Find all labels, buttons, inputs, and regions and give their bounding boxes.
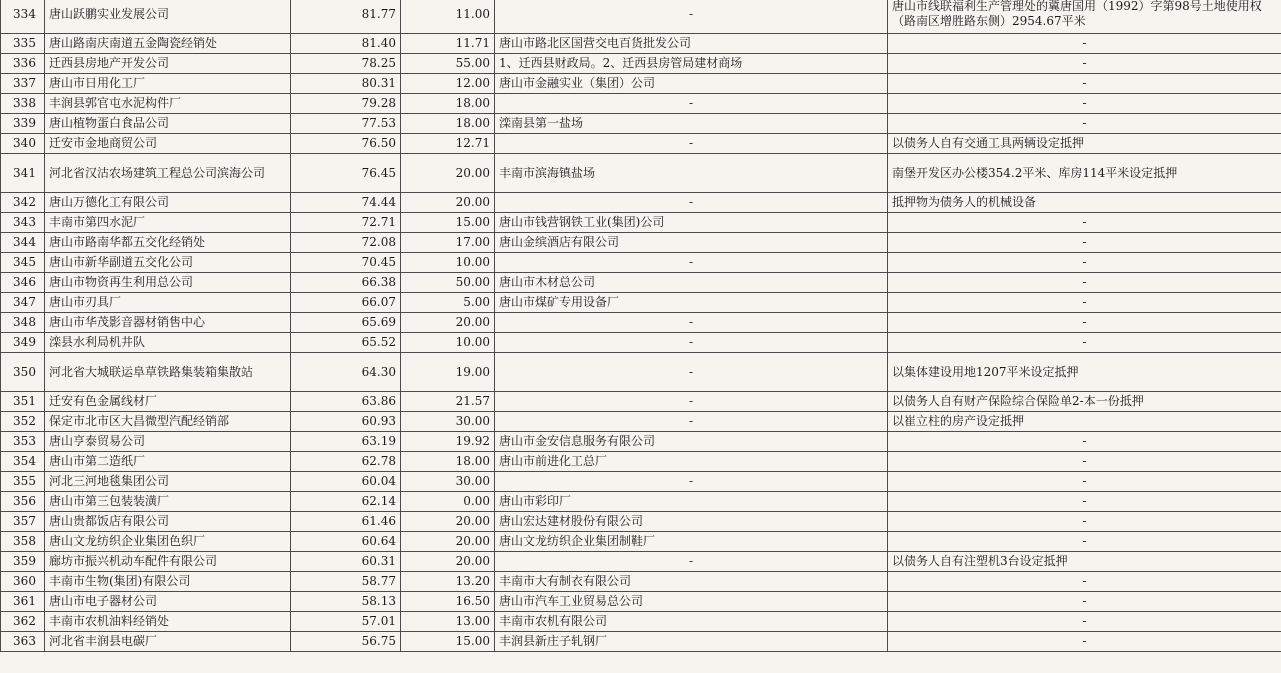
guarantor-cell: 丰南市大有制衣有限公司 (495, 572, 888, 592)
table-row (1, 592, 1281, 612)
row-number-cell: 350 (1, 353, 45, 392)
debtor-name-cell: 唐山文龙纺织企业集团色织厂 (45, 532, 291, 552)
principal-cell: 58.13 (291, 592, 401, 612)
interest-cell: 15.00 (401, 632, 495, 652)
row-number-cell: 348 (1, 313, 45, 333)
collateral-cell: 以崔立柱的房产设定抵押 (888, 412, 1281, 432)
guarantor-cell: 唐山市煤矿专用设备厂 (495, 293, 888, 313)
debtor-name-cell: 唐山亨泰贸易公司 (45, 432, 291, 452)
debtor-name-cell: 迁安市金地商贸公司 (45, 134, 291, 154)
collateral-cell: - (888, 213, 1281, 233)
guarantor-cell: 唐山市钱营钢铁工业(集团)公司 (495, 213, 888, 233)
principal-cell: 76.50 (291, 134, 401, 154)
debtor-name-cell: 丰南市第四水泥厂 (45, 213, 291, 233)
table-row (1, 253, 1281, 273)
interest-cell: 20.00 (401, 512, 495, 532)
row-number-cell: 342 (1, 193, 45, 213)
principal-cell: 65.52 (291, 333, 401, 353)
principal-cell: 56.75 (291, 632, 401, 652)
principal-cell: 60.04 (291, 472, 401, 492)
row-number-cell: 356 (1, 492, 45, 512)
principal-cell: 66.07 (291, 293, 401, 313)
guarantor-cell: 丰润县新庄子轧钢厂 (495, 632, 888, 652)
principal-cell: 60.64 (291, 532, 401, 552)
collateral-cell: - (888, 313, 1281, 333)
guarantor-cell: 唐山市前进化工总厂 (495, 452, 888, 472)
table-row (1, 273, 1281, 293)
collateral-cell: - (888, 632, 1281, 652)
collateral-cell: - (888, 612, 1281, 632)
debtor-name-cell: 丰润县郭官屯水泥构件厂 (45, 94, 291, 114)
interest-cell: 19.92 (401, 432, 495, 452)
collateral-cell: - (888, 74, 1281, 94)
guarantor-cell: 唐山文龙纺织企业集团制鞋厂 (495, 532, 888, 552)
debt-table-body (1, 0, 1281, 652)
table-row (1, 392, 1281, 412)
interest-cell: 19.00 (401, 353, 495, 392)
row-number-cell: 351 (1, 392, 45, 412)
guarantor-cell: - (495, 0, 888, 34)
interest-cell: 20.00 (401, 552, 495, 572)
row-number-cell: 354 (1, 452, 45, 472)
interest-cell: 0.00 (401, 492, 495, 512)
collateral-cell: - (888, 54, 1281, 74)
collateral-cell: - (888, 472, 1281, 492)
row-number-cell: 352 (1, 412, 45, 432)
debtor-name-cell: 唐山市电子器材公司 (45, 592, 291, 612)
principal-cell: 74.44 (291, 193, 401, 213)
principal-cell: 63.19 (291, 432, 401, 452)
table-row (1, 572, 1281, 592)
interest-cell: 13.20 (401, 572, 495, 592)
debtor-name-cell: 唐山市物资再生利用总公司 (45, 273, 291, 293)
collateral-cell: - (888, 432, 1281, 452)
principal-cell: 62.14 (291, 492, 401, 512)
principal-cell: 77.53 (291, 114, 401, 134)
guarantor-cell: - (495, 333, 888, 353)
principal-cell: 80.31 (291, 74, 401, 94)
debtor-name-cell: 唐山市第二造纸厂 (45, 452, 291, 472)
collateral-cell: - (888, 492, 1281, 512)
row-number-cell: 349 (1, 333, 45, 353)
principal-cell: 72.08 (291, 233, 401, 253)
principal-cell: 62.78 (291, 452, 401, 472)
interest-cell: 18.00 (401, 452, 495, 472)
collateral-cell: - (888, 592, 1281, 612)
row-number-cell: 343 (1, 213, 45, 233)
principal-cell: 61.46 (291, 512, 401, 532)
guarantor-cell: 唐山市金融实业（集团）公司 (495, 74, 888, 94)
guarantor-cell: 唐山市金安信息服务有限公司 (495, 432, 888, 452)
table-row (1, 452, 1281, 472)
interest-cell: 18.00 (401, 114, 495, 134)
collateral-cell: - (888, 532, 1281, 552)
table-row (1, 492, 1281, 512)
principal-cell: 60.93 (291, 412, 401, 432)
table-row (1, 94, 1281, 114)
row-number-cell: 344 (1, 233, 45, 253)
principal-cell: 65.69 (291, 313, 401, 333)
guarantor-cell: 唐山宏达建材股份有限公司 (495, 512, 888, 532)
debtor-name-cell: 丰南市生物(集团)有限公司 (45, 572, 291, 592)
debtor-name-cell: 保定市北市区大昌微型汽配经销部 (45, 412, 291, 432)
collateral-cell: - (888, 452, 1281, 472)
row-number-cell: 334 (1, 0, 45, 34)
table-row (1, 552, 1281, 572)
row-number-cell: 340 (1, 134, 45, 154)
principal-cell: 81.77 (291, 0, 401, 34)
principal-cell: 81.40 (291, 34, 401, 54)
principal-cell: 72.71 (291, 213, 401, 233)
interest-cell: 5.00 (401, 293, 495, 313)
guarantor-cell: 唐山市彩印厂 (495, 492, 888, 512)
debtor-name-cell: 迁安有色金属线材厂 (45, 392, 291, 412)
debtor-name-cell: 河北省大城联运阜草铁路集装箱集散站 (45, 353, 291, 392)
debtor-name-cell: 河北省丰润县电碳厂 (45, 632, 291, 652)
collateral-cell: 以债务人自有注塑机3台设定抵押 (888, 552, 1281, 572)
guarantor-cell: - (495, 472, 888, 492)
row-number-cell: 360 (1, 572, 45, 592)
interest-cell: 11.71 (401, 34, 495, 54)
debtor-name-cell: 丰南市农机油料经销处 (45, 612, 291, 632)
table-row (1, 0, 1281, 34)
principal-cell: 76.45 (291, 154, 401, 193)
debtor-name-cell: 滦县水利局机井队 (45, 333, 291, 353)
table-row (1, 432, 1281, 452)
interest-cell: 15.00 (401, 213, 495, 233)
collateral-cell: - (888, 273, 1281, 293)
interest-cell: 10.00 (401, 253, 495, 273)
interest-cell: 10.00 (401, 333, 495, 353)
table-row (1, 74, 1281, 94)
row-number-cell: 361 (1, 592, 45, 612)
debtor-name-cell: 唐山植物蛋白食品公司 (45, 114, 291, 134)
table-row (1, 333, 1281, 353)
principal-cell: 60.31 (291, 552, 401, 572)
row-number-cell: 338 (1, 94, 45, 114)
collateral-cell: 抵押物为债务人的机械设备 (888, 193, 1281, 213)
row-number-cell: 357 (1, 512, 45, 532)
principal-cell: 66.38 (291, 273, 401, 293)
collateral-cell: - (888, 233, 1281, 253)
debtor-name-cell: 唐山市第三包装装潢厂 (45, 492, 291, 512)
interest-cell: 20.00 (401, 313, 495, 333)
guarantor-cell: - (495, 392, 888, 412)
guarantor-cell: - (495, 412, 888, 432)
collateral-cell: - (888, 572, 1281, 592)
interest-cell: 50.00 (401, 273, 495, 293)
row-number-cell: 335 (1, 34, 45, 54)
table-row (1, 313, 1281, 333)
collateral-cell: 南堡开发区办公楼354.2平米、库房114平米设定抵押 (888, 154, 1281, 193)
table-row (1, 412, 1281, 432)
table-row (1, 233, 1281, 253)
table-row (1, 632, 1281, 652)
row-number-cell: 346 (1, 273, 45, 293)
principal-cell: 58.77 (291, 572, 401, 592)
collateral-cell: - (888, 94, 1281, 114)
interest-cell: 20.00 (401, 154, 495, 193)
debtor-name-cell: 唐山市新华副道五交化公司 (45, 253, 291, 273)
interest-cell: 18.00 (401, 94, 495, 114)
row-number-cell: 362 (1, 612, 45, 632)
table-row (1, 34, 1281, 54)
interest-cell: 20.00 (401, 532, 495, 552)
debtor-name-cell: 廊坊市振兴机动车配件有限公司 (45, 552, 291, 572)
interest-cell: 12.00 (401, 74, 495, 94)
table-row (1, 154, 1281, 193)
guarantor-cell: - (495, 94, 888, 114)
collateral-cell: - (888, 333, 1281, 353)
guarantor-cell: - (495, 353, 888, 392)
row-number-cell: 347 (1, 293, 45, 313)
debtor-name-cell: 河北省汉沽农场建筑工程总公司滨海公司 (45, 154, 291, 193)
guarantor-cell: 1、迁西县财政局。2、迁西县房管局建材商场 (495, 54, 888, 74)
guarantor-cell: 丰南市滨海镇盐场 (495, 154, 888, 193)
row-number-cell: 355 (1, 472, 45, 492)
guarantor-cell: - (495, 253, 888, 273)
interest-cell: 12.71 (401, 134, 495, 154)
guarantor-cell: - (495, 134, 888, 154)
row-number-cell: 345 (1, 253, 45, 273)
principal-cell: 70.45 (291, 253, 401, 273)
row-number-cell: 337 (1, 74, 45, 94)
collateral-cell: - (888, 34, 1281, 54)
debtor-name-cell: 迁西县房地产开发公司 (45, 54, 291, 74)
principal-cell: 79.28 (291, 94, 401, 114)
guarantor-cell: 唐山市路北区国营交电百货批发公司 (495, 34, 888, 54)
principal-cell: 78.25 (291, 54, 401, 74)
interest-cell: 13.00 (401, 612, 495, 632)
interest-cell: 55.00 (401, 54, 495, 74)
table-row (1, 293, 1281, 313)
principal-cell: 63.86 (291, 392, 401, 412)
table-row (1, 532, 1281, 552)
interest-cell: 16.50 (401, 592, 495, 612)
debtor-name-cell: 唐山市华茂影音器材销售中心 (45, 313, 291, 333)
collateral-cell: - (888, 114, 1281, 134)
interest-cell: 30.00 (401, 412, 495, 432)
collateral-cell: - (888, 293, 1281, 313)
interest-cell: 17.00 (401, 233, 495, 253)
guarantor-cell: 唐山市汽车工业贸易总公司 (495, 592, 888, 612)
interest-cell: 21.57 (401, 392, 495, 412)
guarantor-cell: 滦南县第一盐场 (495, 114, 888, 134)
collateral-cell: - (888, 253, 1281, 273)
guarantor-cell: - (495, 193, 888, 213)
table-row (1, 213, 1281, 233)
debtor-name-cell: 唐山贵都饭店有限公司 (45, 512, 291, 532)
interest-cell: 30.00 (401, 472, 495, 492)
debtor-name-cell: 唐山市日用化工厂 (45, 74, 291, 94)
row-number-cell: 339 (1, 114, 45, 134)
debtor-name-cell: 唐山市路南华都五交化经销处 (45, 233, 291, 253)
row-number-cell: 363 (1, 632, 45, 652)
guarantor-cell: - (495, 552, 888, 572)
principal-cell: 64.30 (291, 353, 401, 392)
row-number-cell: 336 (1, 54, 45, 74)
collateral-cell: - (888, 512, 1281, 532)
row-number-cell: 353 (1, 432, 45, 452)
table-row (1, 54, 1281, 74)
collateral-cell: 以集体建设用地1207平米设定抵押 (888, 353, 1281, 392)
collateral-cell: 以债务人自有交通工具两辆设定抵押 (888, 134, 1281, 154)
principal-cell: 57.01 (291, 612, 401, 632)
table-row (1, 114, 1281, 134)
debtor-name-cell: 唐山万德化工有限公司 (45, 193, 291, 213)
collateral-cell: 以债务人自有财产保险综合保险单2-本一份抵押 (888, 392, 1281, 412)
guarantor-cell: 唐山金缤酒店有限公司 (495, 233, 888, 253)
table-row (1, 612, 1281, 632)
table-row (1, 472, 1281, 492)
interest-cell: 11.00 (401, 0, 495, 34)
debtor-name-cell: 河北三河地毯集团公司 (45, 472, 291, 492)
guarantor-cell: - (495, 313, 888, 333)
table-row (1, 512, 1281, 532)
table-row (1, 134, 1281, 154)
debtor-name-cell: 唐山市刃具厂 (45, 293, 291, 313)
guarantor-cell: 丰南市农机有限公司 (495, 612, 888, 632)
row-number-cell: 341 (1, 154, 45, 193)
debtor-name-cell: 唐山跃鹏实业发展公司 (45, 0, 291, 34)
interest-cell: 20.00 (401, 193, 495, 213)
guarantor-cell: 唐山市木材总公司 (495, 273, 888, 293)
row-number-cell: 359 (1, 552, 45, 572)
table-row (1, 353, 1281, 392)
table-row (1, 193, 1281, 213)
collateral-cell: 唐山市线联福利生产管理处的冀唐国用（1992）字第98号土地使用权（路南区增胜路东侧）2954.67平米 (888, 0, 1281, 34)
row-number-cell: 358 (1, 532, 45, 552)
debtor-name-cell: 唐山路南庆南道五金陶瓷经销处 (45, 34, 291, 54)
